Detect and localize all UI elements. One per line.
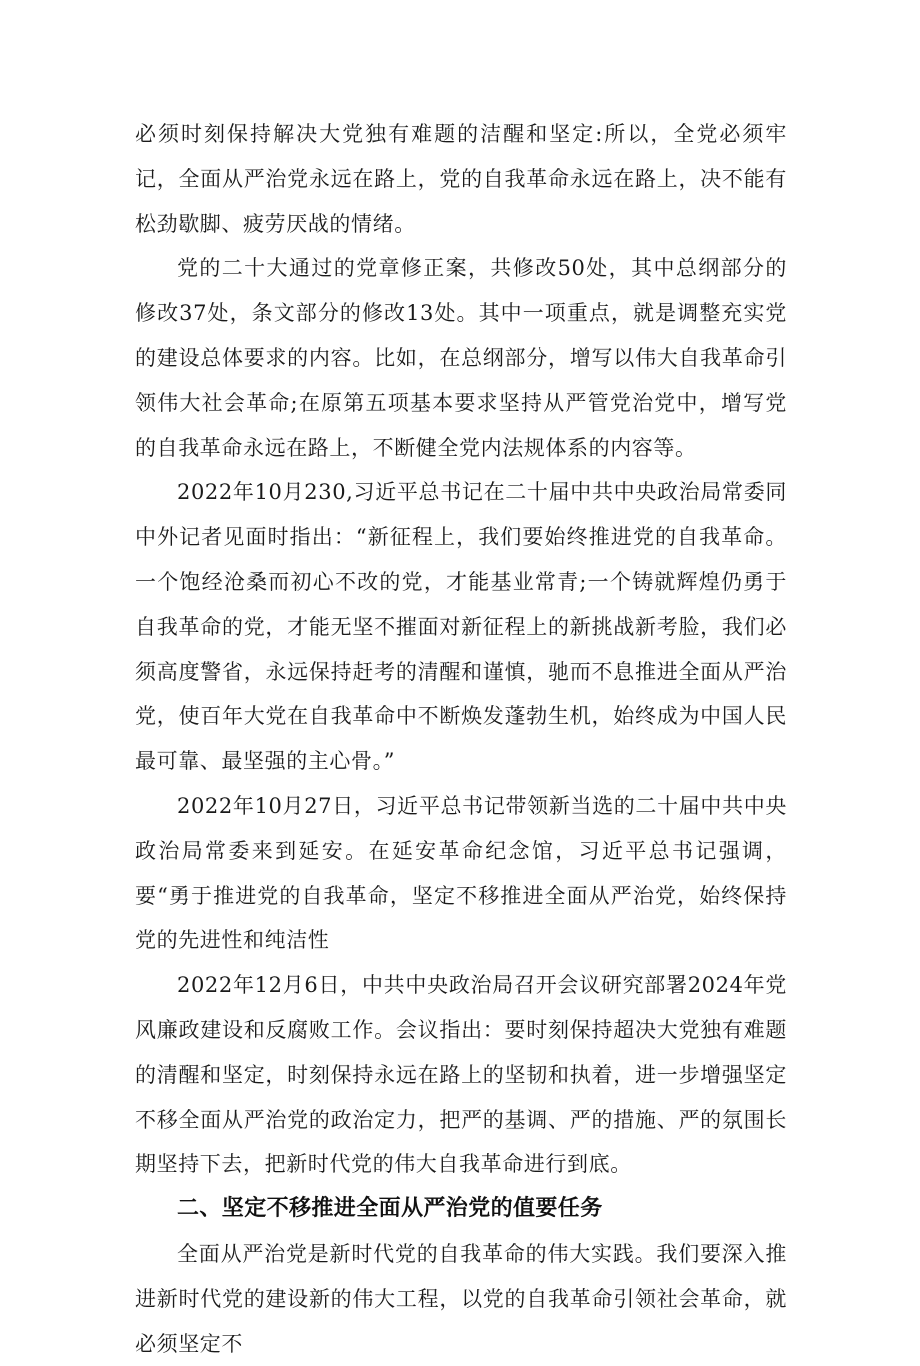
paragraph-party-constitution-amendment: 党的二十大通过的党章修正案，共修改50处，其中总纲部分的修改37处，条文部分的修改13处。其中一项重点，就是调整充实党的建设总体要求的内容。比如，在总纲部分，增写以伟大自我革命引领伟大社会革命;在原第五项基本要求坚持从严管党治党中，增写党的自我革命永远在路上，不断健全党内法规体系的内容等。 — [135, 256, 787, 460]
paragraph-yanan-visit: 2022年10月27日，习近平总书记带领新当选的二十届中共中央政治局常委来到延安。在延安革命纪念馆，习近平总书记强调，要“勇于推进党的自我革命，坚定不移推进全面从严治党，始终保持党的先进性和纯洁性 — [135, 793, 787, 953]
paragraph-closing: 全面从严治党是新时代党的自我革命的伟大实践。我们要深入推进新时代党的建设新的伟大工程，以党的自我革命引领社会革命，就必须坚定不 — [135, 1241, 787, 1356]
paragraph-press-meeting-quote: 2022年10月230,习近平总书记在二十届中共中央政治局常委同中外记者见面时指出：“新征程上，我们要始终推进党的自我革命。一个饱经沧桑而初心不改的党，才能基业常青;一个铸就辉煌仍勇于自我革命的党，才能无坚不摧面对新征程上的新挑战新考脸，我们必须高度警省，永远保持赶考的清醒和谨慎，驰而不息推进全面从严治党，使百年大党在自我革命中不断焕发蓬勃生机，始终成为中国人民最可靠、最坚强的主心骨。” — [135, 480, 787, 774]
paragraph-politburo-meeting: 2022年12月6日，中共中央政治局召开会议研究部署2024年党风廉政建设和反腐败工作。会议指出：要时刻保持超决大党独有难题的清醒和坚定，时刻保持永远在路上的坚韧和执着，进一步增强坚定不移全面从严治党的政治定力，把严的基调、严的措施、严的氛围长期坚持下去，把新时代党的伟大自我革命进行到底。 — [135, 973, 787, 1177]
paragraph-continuation: 必须时刻保持解决大党独有难题的洁醒和坚定:所以，全党必须牢记，全面从严治党永远在路上，党的自我革命永远在路上，决不能有松劲歇脚、疲劳厌战的情绪。 — [135, 122, 787, 236]
document-page — [135, 112, 787, 1366]
section-heading: 二、坚定不移推进全面从严治党的值要任务 — [177, 1196, 603, 1222]
